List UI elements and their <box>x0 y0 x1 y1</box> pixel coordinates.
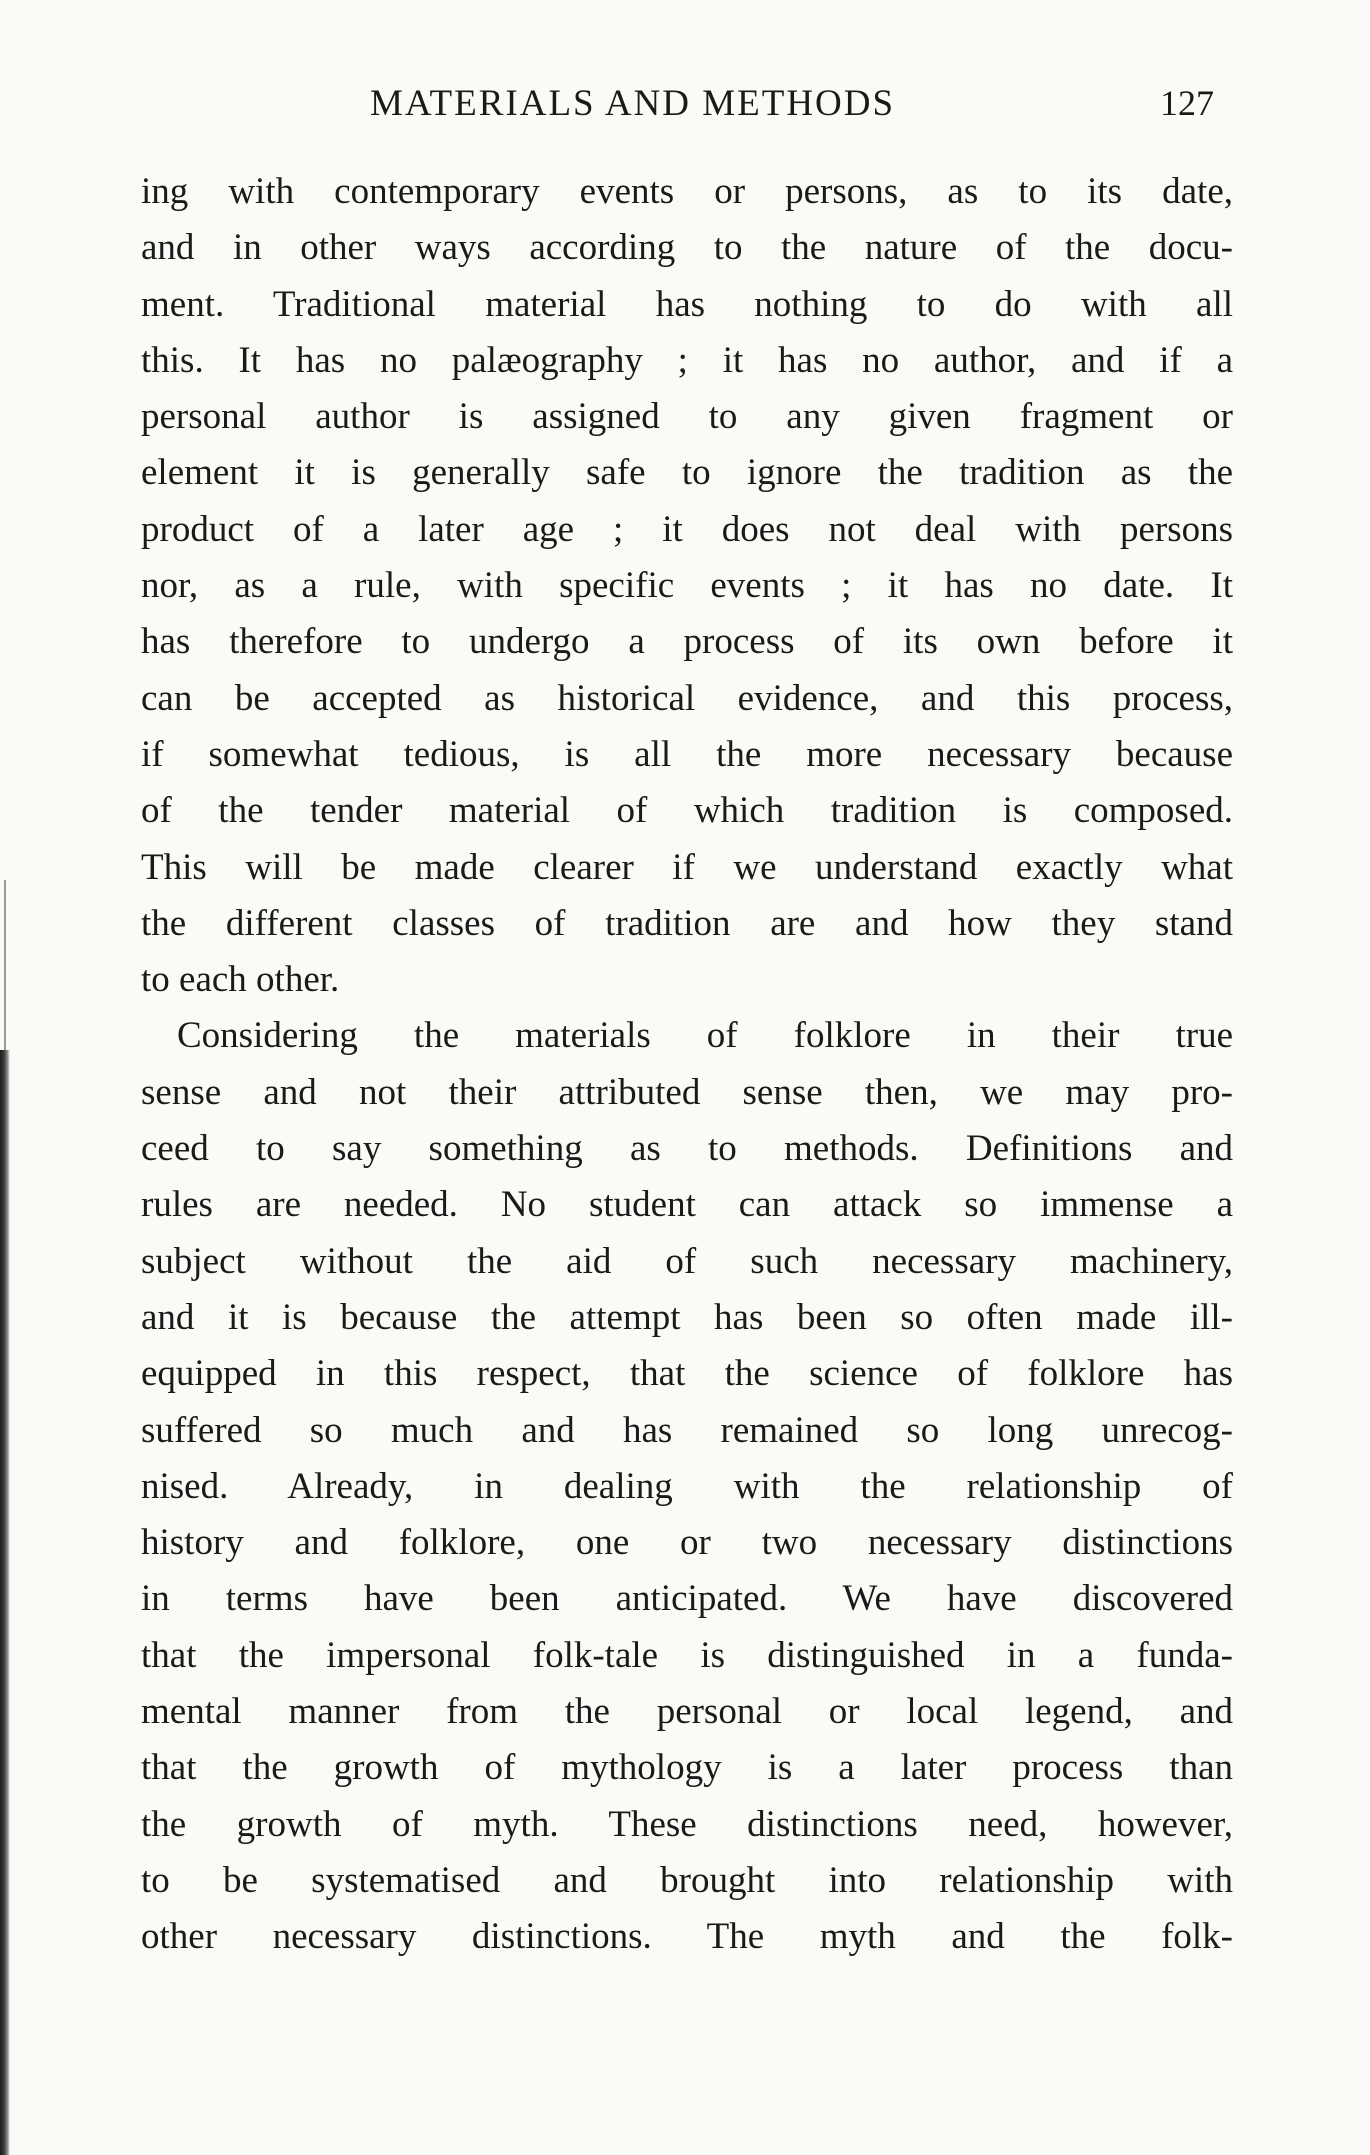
text-line: that the growth of mythology is a later process than <box>141 1747 1233 1789</box>
paragraph-2 <box>141 1008 1233 1965</box>
text-line: this. It has no palæography ; it has no author, and if a <box>141 339 1233 381</box>
text-line: and it is because the attempt has been so often made ill- <box>141 1296 1233 1338</box>
paragraph-1 <box>141 164 1233 1008</box>
text-line: This will be made clearer if we understand exactly what <box>141 846 1233 888</box>
text-line: other necessary distinctions. The myth and the folk- <box>141 1916 1233 1958</box>
running-head <box>0 82 1370 132</box>
text-line: history and folklore, one or two necessary distinctions <box>141 1522 1233 1564</box>
text-line: element it is generally safe to ignore the tradition as the <box>141 452 1233 494</box>
text-line: of the tender material of which tradition is composed. <box>141 790 1233 832</box>
text-line: Considering the materials of folklore in their true <box>177 1015 1233 1057</box>
text-line: the growth of myth. These distinctions need, however, <box>141 1803 1233 1845</box>
text-line: and in other ways according to the nature of the docu- <box>141 227 1233 269</box>
text-line: personal author is assigned to any given fragment or <box>141 396 1233 438</box>
text-line: if somewhat tedious, is all the more necessary because <box>141 733 1233 775</box>
text-line: nised. Already, in dealing with the relationship of <box>141 1465 1233 1507</box>
text-line: the different classes of tradition are and how they stand <box>141 902 1233 944</box>
text-line: to be systematised and brought into relationship with <box>141 1859 1233 1901</box>
page-body <box>141 164 1233 1966</box>
binding-shadow-line <box>4 880 6 1050</box>
text-line: ing with contemporary events or persons, as to its date, <box>141 171 1233 212</box>
running-head-title: MATERIALS AND METHODS <box>370 83 896 124</box>
text-line: ment. Traditional material has nothing to do with all <box>141 283 1233 325</box>
text-line: equipped in this respect, that the science of folklore has <box>141 1353 1233 1395</box>
binding-edge-shadow <box>0 1050 10 2155</box>
text-line: ceed to say something as to methods. Definitions and <box>141 1128 1233 1170</box>
page-number: 127 <box>1160 83 1214 123</box>
text-line: in terms have been anticipated. We have discovered <box>141 1578 1233 1620</box>
text-line: suffered so much and has remained so long unrecog- <box>141 1409 1233 1451</box>
text-line: has therefore to undergo a process of its own before it <box>141 621 1233 663</box>
text-line: to each other. <box>141 959 340 1001</box>
text-line: sense and not their attributed sense then, we may pro- <box>141 1071 1233 1113</box>
text-line: subject without the aid of such necessary machinery, <box>141 1240 1233 1282</box>
text-line: can be accepted as historical evidence, and this process, <box>141 677 1233 719</box>
text-line: product of a later age ; it does not deal with persons <box>141 508 1233 550</box>
text-line: that the impersonal folk-tale is distinguished in a funda- <box>141 1634 1233 1676</box>
text-line: nor, as a rule, with specific events ; it has no date. It <box>141 565 1233 607</box>
text-line: mental manner from the personal or local legend, and <box>141 1691 1233 1733</box>
text-line: rules are needed. No student can attack so immense a <box>141 1184 1233 1226</box>
